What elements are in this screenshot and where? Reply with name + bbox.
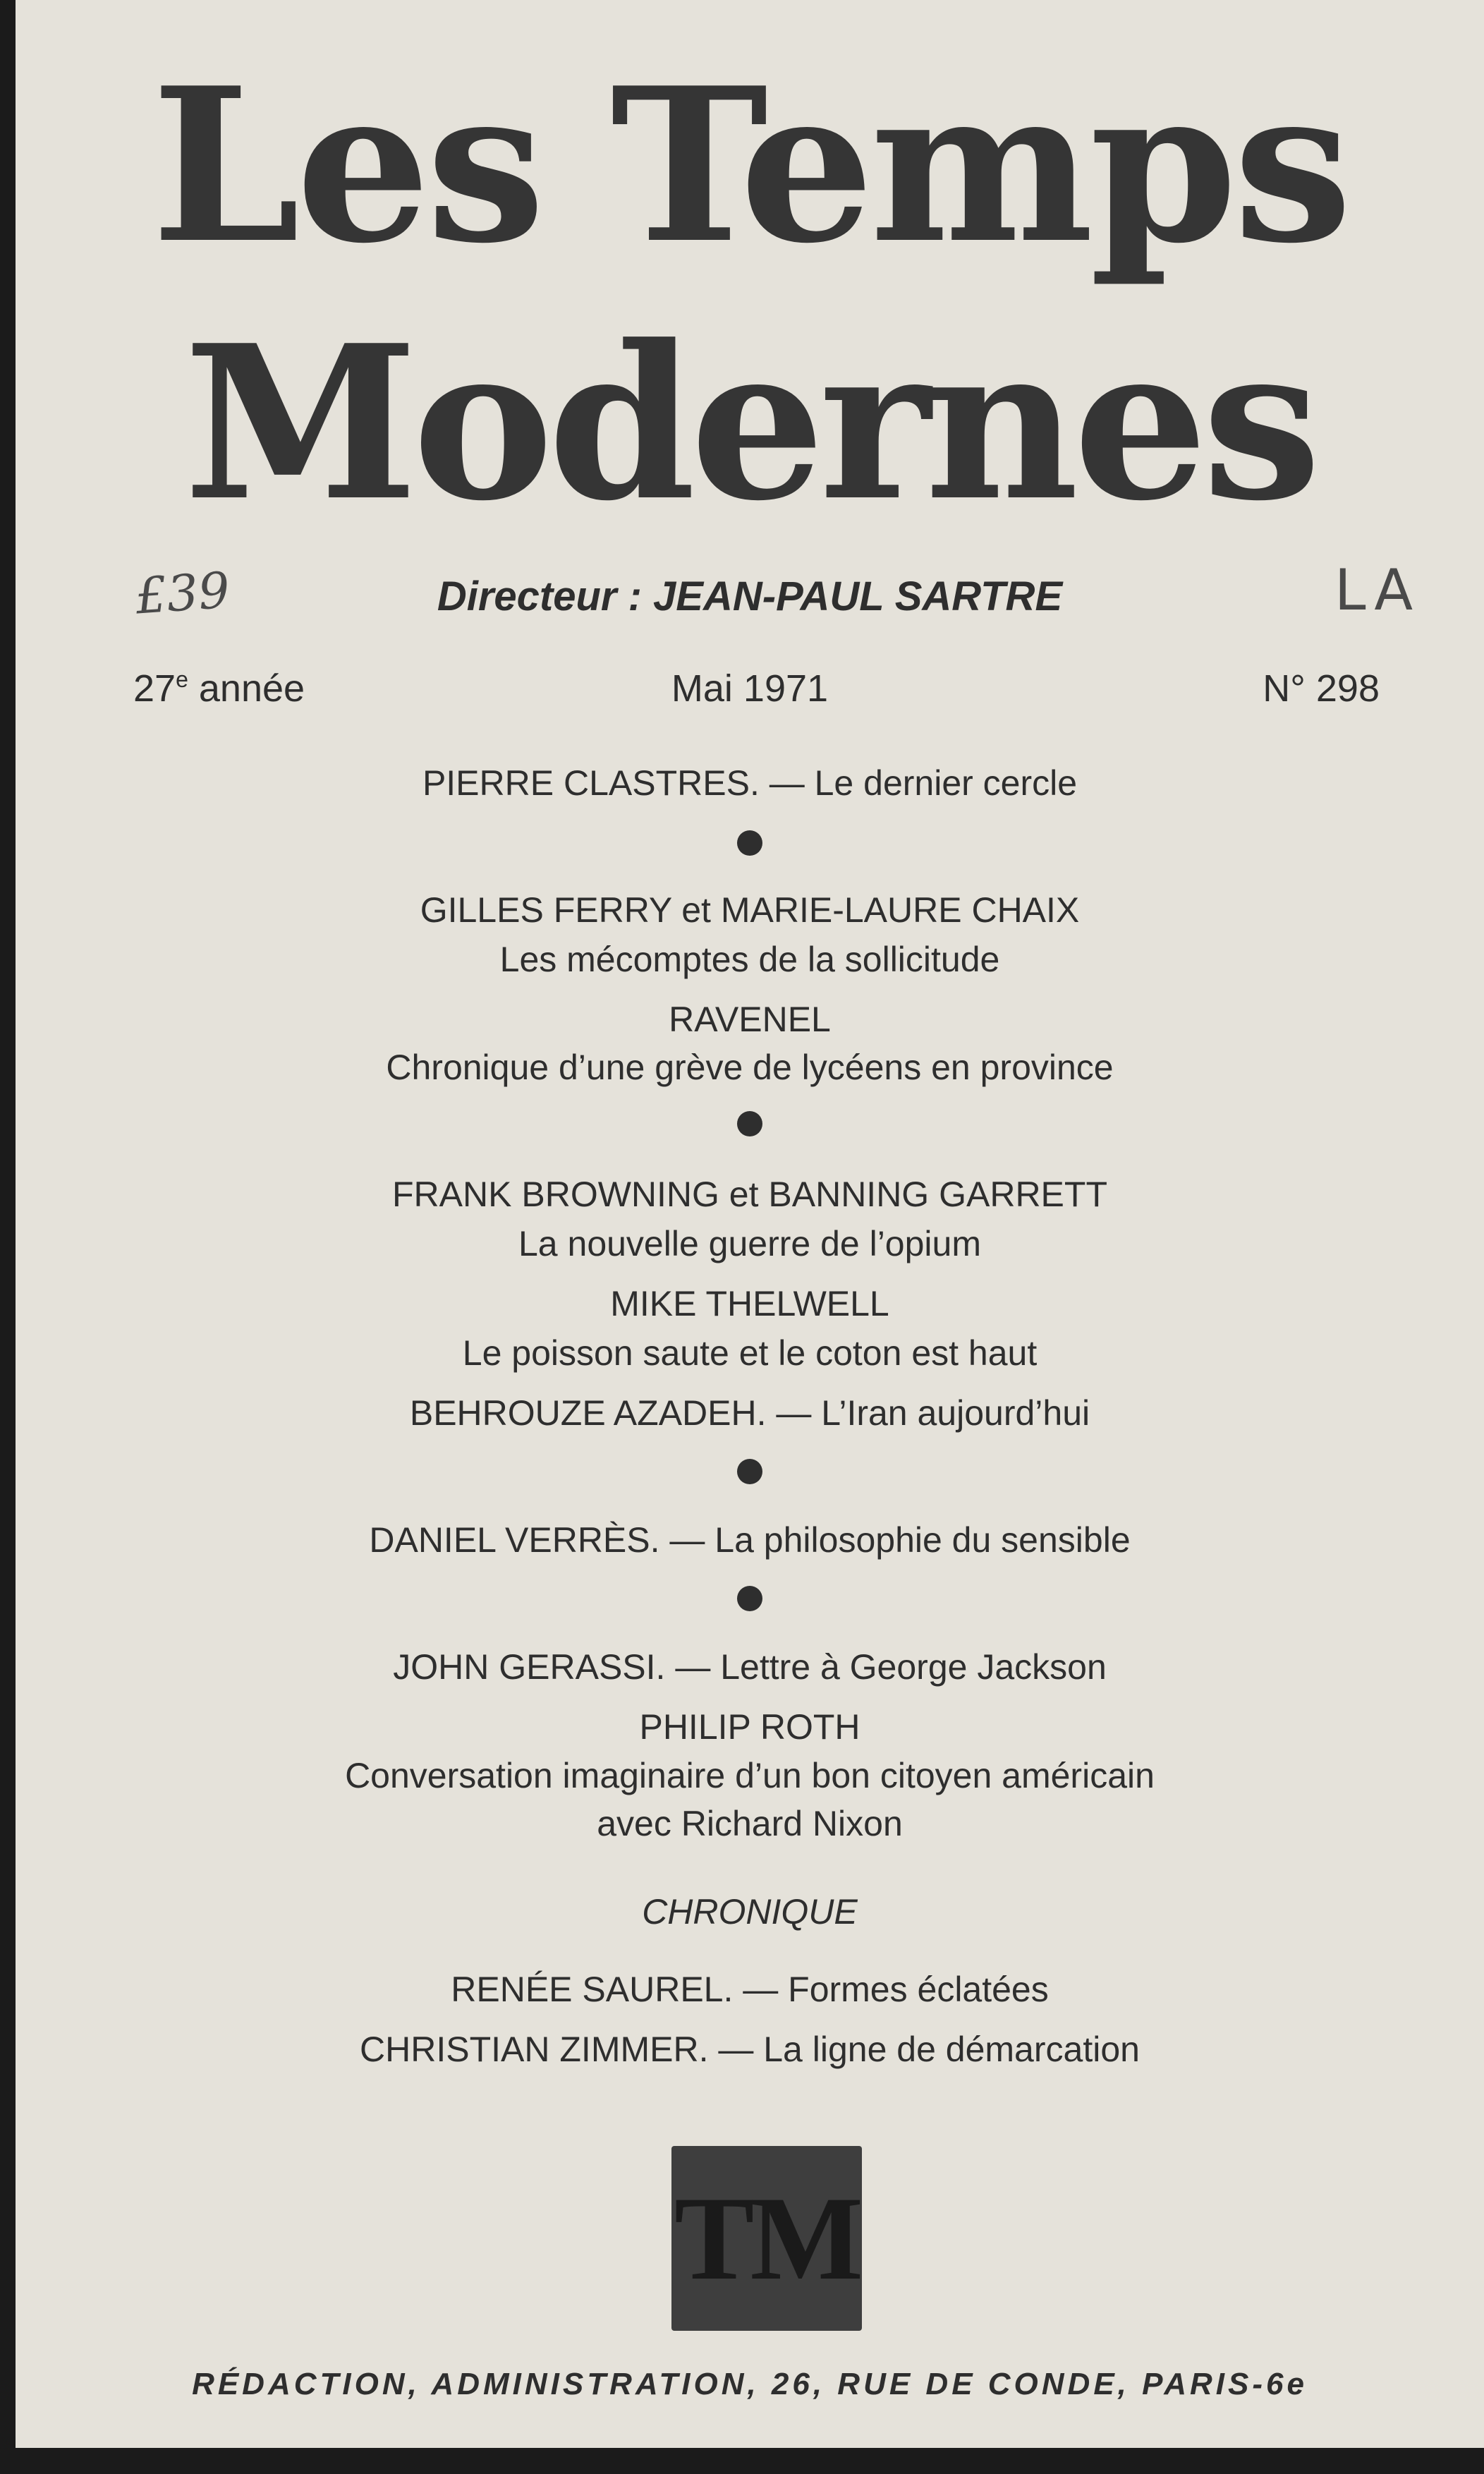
toc-entry: RENÉE SAUREL. — Formes éclatées	[451, 1970, 1049, 2009]
magazine-cover	[16, 0, 1484, 2448]
handwritten-note-right: LA	[1334, 557, 1421, 623]
publisher-address: RÉDACTION, ADMINISTRATION, 26, RUE DE CONDE, PARIS-6e	[192, 2367, 1308, 2401]
section-bullet	[737, 1459, 762, 1484]
issue-year-number: 27	[133, 667, 176, 710]
toc-entry: GILLES FERRY et MARIE-LAURE CHAIX	[420, 890, 1080, 930]
issue-year-suffix: e	[176, 667, 188, 692]
section-bullet	[737, 1586, 762, 1611]
toc-entry: avec Richard Nixon	[597, 1804, 903, 1843]
toc-entry: RAVENEL	[669, 1000, 831, 1039]
issue-year-word: année	[188, 667, 305, 710]
issue-date: Mai 1971	[671, 667, 829, 710]
masthead-title-line-2: Modernes	[183, 298, 1316, 547]
toc-entry: FRANK BROWNING et BANNING GARRETT	[392, 1175, 1107, 1214]
masthead-title-line-1: Les Temps	[151, 41, 1349, 290]
toc-entry: Le poisson saute et le coton est haut	[462, 1333, 1038, 1373]
chronique-heading: CHRONIQUE	[642, 1892, 858, 1932]
section-bullet	[737, 830, 762, 856]
toc-entry: JOHN GERASSI. — Lettre à George Jackson	[393, 1647, 1107, 1687]
toc-entry: Les mécomptes de la sollicitude	[499, 940, 1000, 979]
toc-entry: La nouvelle guerre de l’opium	[518, 1224, 981, 1263]
section-bullet	[737, 1111, 762, 1136]
director-line: Directeur : JEAN-PAUL SARTRE	[437, 574, 1063, 619]
toc-entry: MIKE THELWELL	[610, 1284, 889, 1323]
handwritten-note-left: £39	[133, 561, 232, 626]
issue-number: N° 298	[1263, 667, 1380, 710]
toc-entry: DANIEL VERRÈS. — La philosophie du sensible	[369, 1520, 1131, 1560]
toc-entry: Conversation imaginaire d’un bon citoyen américain	[345, 1756, 1155, 1795]
tm-logo-text: TM	[674, 2172, 859, 2305]
toc-entry: Chronique d’une grève de lycéens en province	[386, 1048, 1114, 1087]
toc-entry: PHILIP ROTH	[639, 1707, 860, 1747]
toc-entry: PIERRE CLASTRES. — Le dernier cercle	[422, 763, 1078, 803]
toc-entry: BEHROUZE AZADEH. — L’Iran aujourd’hui	[409, 1393, 1090, 1433]
tm-logo	[671, 2146, 862, 2331]
toc-entry: CHRISTIAN ZIMMER. — La ligne de démarcation	[360, 2030, 1140, 2069]
